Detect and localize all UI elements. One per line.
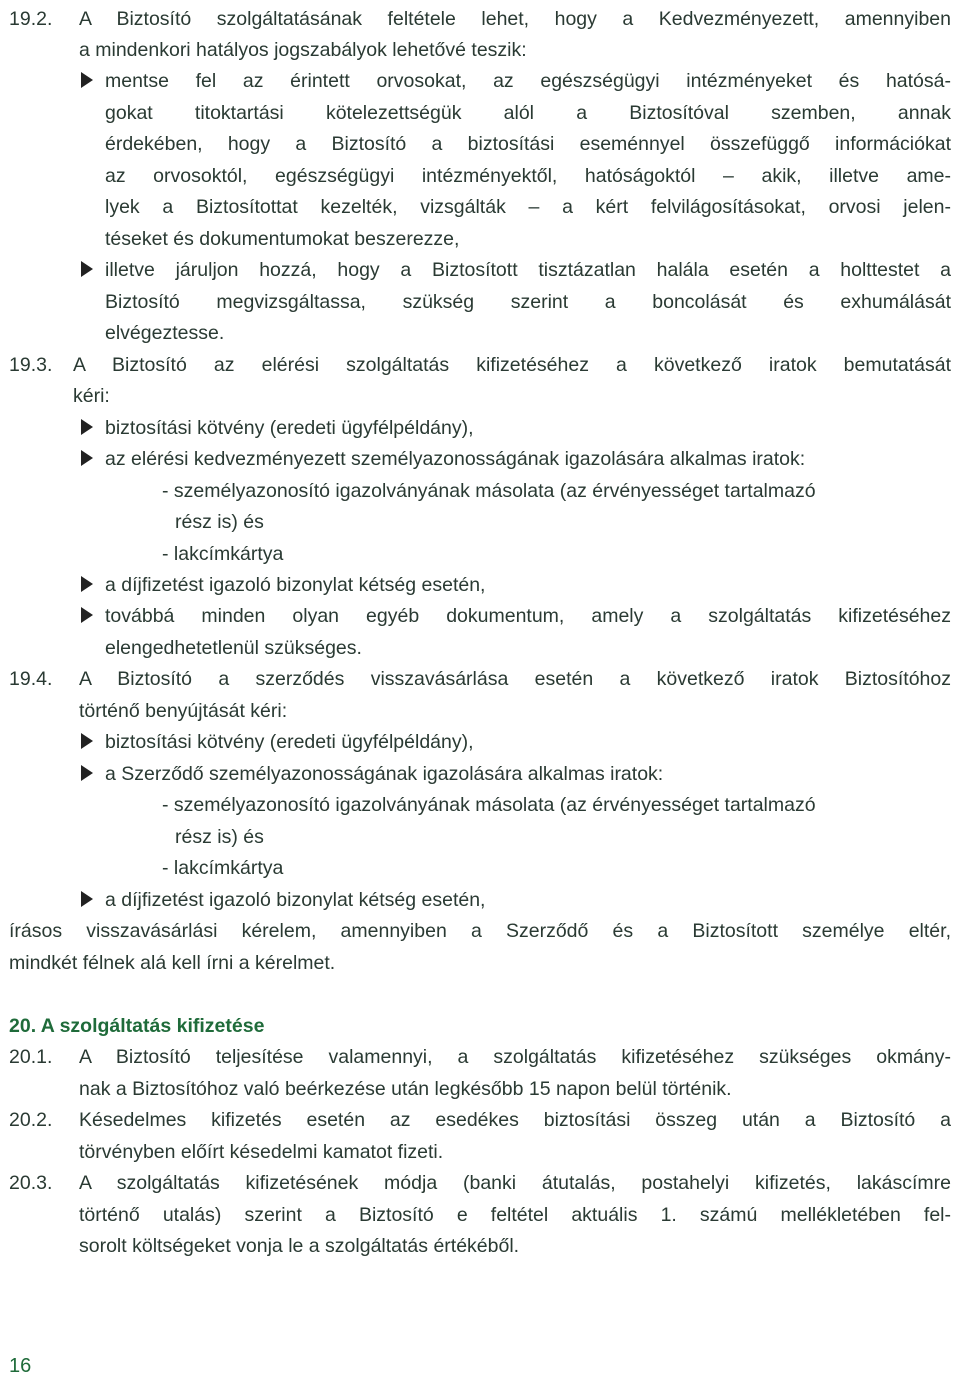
paragraph-line: történő utalás) szerint a Biztosító e feltétel aktuális 1. számú mellékletében fel- — [79, 1204, 951, 1226]
bullet-line: érdekében, hogy a Biztosító a biztosítási eseménnyel összefüggő információkat — [105, 133, 951, 155]
bullet-arrow-icon — [81, 419, 93, 435]
bullet-line: biztosítási kötvény (eredeti ügyfélpéldány), — [105, 417, 474, 439]
bullet-line: illetve járuljon hozzá, hogy a Biztosított tisztázatlan halála esetén a holttestet a — [105, 259, 951, 281]
bullet-line: a díjfizetést igazoló bizonylat kétség esetén, — [105, 889, 486, 911]
section-number: 20.3. — [9, 1172, 53, 1194]
paragraph-line: törvényben előírt késedelmi kamatot fizeti. — [79, 1141, 444, 1163]
paragraph-line: A szolgáltatás kifizetésének módja (banki átutalás, postahelyi kifizetés, lakáscímre — [79, 1172, 951, 1194]
bullet-line: a Szerződő személyazonosságának igazolására alkalmas iratok: — [105, 763, 664, 785]
bullet-line: az orvosoktól, egészségügyi intézményektől, hatóságoktól – akik, illetve ame- — [105, 165, 951, 187]
dash-item-line: rész is) és — [175, 826, 264, 848]
bullet-arrow-icon — [81, 450, 93, 466]
section-number: 19.2. — [9, 8, 53, 30]
dash-item-line: - személyazonosító igazolványának másolata (az érvényességet tartalmazó — [162, 480, 816, 502]
section-heading: 20. A szolgáltatás kifizetése — [9, 1015, 265, 1037]
bullet-arrow-icon — [81, 891, 93, 907]
paragraph-line: nak a Biztosítóhoz való beérkezése után legkésőbb 15 napon belül történik. — [79, 1078, 732, 1100]
paragraph-line: mindkét félnek alá kell írni a kérelmet. — [9, 952, 336, 974]
bullet-arrow-icon — [81, 607, 93, 623]
page-number: 16 — [9, 1355, 32, 1377]
bullet-line: Biztosító megvizsgáltassa, szükség szerint a boncolását és exhumálását — [105, 291, 951, 313]
bullet-line: gokat titoktartási kötelezettségük alól a Biztosítóval szemben, annak — [105, 102, 951, 124]
paragraph-line: a mindenkori hatályos jogszabályok lehetővé teszik: — [79, 39, 527, 61]
paragraph-line: kéri: — [73, 385, 110, 407]
section-number: 20.2. — [9, 1109, 53, 1131]
section-number: 19.3. — [9, 354, 53, 376]
bullet-line: a díjfizetést igazoló bizonylat kétség esetén, — [105, 574, 486, 596]
bullet-line: lyek a Biztosítottat kezelték, vizsgálták – a kért felvilágosításokat, orvosi jelen- — [105, 196, 951, 218]
bullet-line: az elérési kedvezményezett személyazonosságának igazolására alkalmas iratok: — [105, 448, 806, 470]
bullet-line: mentse fel az érintett orvosokat, az egészségügyi intézményeket és hatósá- — [105, 70, 951, 92]
bullet-line: téseket és dokumentumokat beszerezze, — [105, 228, 460, 250]
bullet-arrow-icon — [81, 765, 93, 781]
dash-item-line: - lakcímkártya — [162, 543, 284, 565]
bullet-arrow-icon — [81, 261, 93, 277]
bullet-line: elvégeztesse. — [105, 322, 225, 344]
dash-item-line: rész is) és — [175, 511, 264, 533]
bullet-line: biztosítási kötvény (eredeti ügyfélpéldány), — [105, 731, 474, 753]
paragraph-line: A Biztosító a szerződés visszavásárlása esetén a következő iratok Biztosítóhoz — [79, 668, 951, 690]
bullet-arrow-icon — [81, 576, 93, 592]
paragraph-line: sorolt költségeket vonja le a szolgáltatás értékéből. — [79, 1235, 520, 1257]
bullet-arrow-icon — [81, 733, 93, 749]
paragraph-line: A Biztosító szolgáltatásának feltétele lehet, hogy a Kedvezményezett, amennyiben — [79, 8, 951, 30]
bullet-arrow-icon — [81, 72, 93, 88]
bullet-line: továbbá minden olyan egyéb dokumentum, amely a szolgáltatás kifizetéséhez — [105, 605, 951, 627]
section-number: 19.4. — [9, 668, 53, 690]
paragraph-line: A Biztosító teljesítése valamennyi, a szolgáltatás kifizetéséhez szükséges okmány- — [79, 1046, 951, 1068]
bullet-line: elengedhetetlenül szükséges. — [105, 637, 362, 659]
paragraph-line: Késedelmes kifizetés esetén az esedékes biztosítási összeg után a Biztosító a — [79, 1109, 951, 1131]
section-number: 20.1. — [9, 1046, 53, 1068]
paragraph-line: történő benyújtását kéri: — [79, 700, 288, 722]
paragraph-line: A Biztosító az elérési szolgáltatás kifizetéséhez a következő iratok bemutatását — [73, 354, 951, 376]
dash-item-line: - lakcímkártya — [162, 857, 284, 879]
dash-item-line: - személyazonosító igazolványának másolata (az érvényességet tartalmazó — [162, 794, 816, 816]
paragraph-line: írásos visszavásárlási kérelem, amennyiben a Szerződő és a Biztosított személye eltér, — [9, 920, 951, 942]
